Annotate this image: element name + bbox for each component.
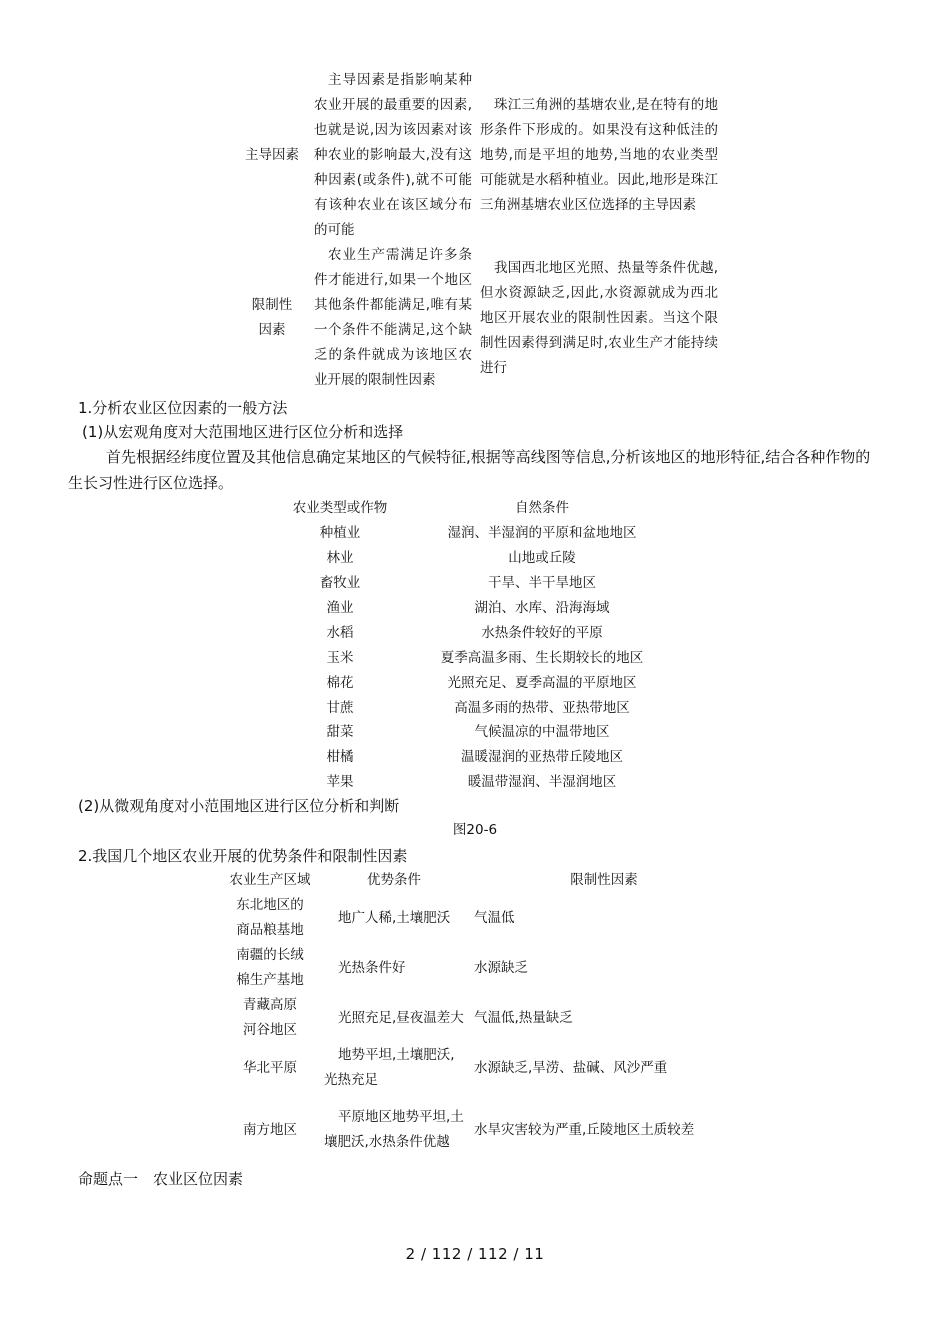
advantage-cell: 光热条件好 bbox=[338, 959, 406, 976]
natural-condition-cell: 干旱、半干旱地区 bbox=[488, 575, 596, 592]
limiting-factor-cell: 气温低 bbox=[474, 909, 515, 926]
table-row bbox=[270, 544, 674, 569]
subheading-micro: (2)从微观角度对小范围地区进行区位分析和判断 bbox=[78, 797, 400, 815]
region-name-cell bbox=[222, 1043, 318, 1093]
crop-type-cell: 水稻 bbox=[326, 624, 354, 641]
page-number: 2 / 112 / 112 / 11 bbox=[405, 1245, 545, 1263]
natural-condition-cell: 光照充足、夏季高温的平原地区 bbox=[447, 674, 637, 691]
limiting-factor-cell: 气温低,热量缺乏 bbox=[474, 1009, 573, 1026]
table-row bbox=[270, 743, 674, 768]
table-header-row bbox=[270, 494, 674, 519]
table-row bbox=[222, 993, 734, 1043]
advantage-cell: 光照充足,昼夜温差大 bbox=[338, 1009, 464, 1026]
table-row bbox=[270, 594, 674, 619]
table-row bbox=[236, 243, 718, 393]
region-name-cell bbox=[222, 893, 318, 943]
topic-heading: 命题点一 农业区位因素 bbox=[78, 1170, 244, 1188]
table-row bbox=[222, 893, 734, 943]
figure-caption: 图20-6 bbox=[452, 822, 498, 838]
region-name-line: 青藏高原 bbox=[243, 997, 297, 1013]
table-header-row bbox=[222, 868, 734, 893]
crop-type-cell: 种植业 bbox=[319, 525, 361, 542]
table-row bbox=[270, 668, 674, 693]
natural-condition-cell: 气候温凉的中温带地区 bbox=[474, 724, 610, 741]
table-row bbox=[236, 68, 718, 243]
table-row bbox=[222, 1093, 734, 1167]
limiting-factor-cell: 水源缺乏,旱涝、盐碱、风沙严重 bbox=[474, 1059, 668, 1076]
natural-condition-cell: 暖温带湿润、半湿润地区 bbox=[467, 774, 617, 791]
factor-name: 主导因素 bbox=[245, 147, 299, 163]
table-row bbox=[222, 1043, 734, 1093]
natural-condition-cell: 湿润、半湿润的平原和盆地地区 bbox=[447, 525, 637, 542]
crop-table-body bbox=[270, 519, 674, 793]
column-header: 限制性因素 bbox=[570, 872, 638, 888]
region-table-body bbox=[222, 893, 734, 1167]
natural-condition-cell: 夏季高温多雨、生长期较长的地区 bbox=[440, 649, 644, 666]
crop-type-cell: 甘蔗 bbox=[326, 699, 354, 716]
natural-condition-cell: 温暖湿润的亚热带丘陵地区 bbox=[461, 749, 623, 766]
factor-definition: 农业生产需满足许多条件才能进行,如果一个地区其他条件都能满足,唯有某一个条件不能满足,这个缺乏的条件就成为该地区农业开展的限制性因素 bbox=[314, 247, 472, 388]
paragraph-macro: 首先根据经纬度位置及其他信息确定某地区的气候特征,根据等高线图等信息,分析该地区的地形特征,结合各种作物的生长习性进行区位选择。 bbox=[68, 448, 871, 492]
advantage-cell: 平原地区地势平坦,土壤肥沃,水热条件优越 bbox=[324, 1109, 464, 1150]
region-table bbox=[222, 868, 734, 1167]
region-name-line: 南方地区 bbox=[243, 1121, 297, 1138]
advantage-cell: 地势平坦,土壤肥沃,光热充足 bbox=[324, 1047, 455, 1088]
natural-condition-cell: 高温多雨的热带、亚热带地区 bbox=[454, 699, 630, 716]
column-header: 农业类型或作物 bbox=[292, 500, 388, 517]
factors-table bbox=[236, 68, 718, 393]
section-heading-1: 1.分析农业区位因素的一般方法 bbox=[78, 399, 288, 417]
natural-condition-cell: 山地或丘陵 bbox=[508, 550, 576, 567]
crop-conditions-table bbox=[270, 494, 674, 793]
limiting-factor-cell: 水源缺乏 bbox=[474, 959, 528, 976]
factor-definition: 主导因素是指影响某种农业开展的最重要的因素,也就是说,因为该因素对该种农业的影响最大,没有这种因素(或条件),就不可能有该种农业在该区域分布的可能 bbox=[314, 72, 472, 238]
crop-type-cell: 苹果 bbox=[326, 774, 354, 791]
region-name-line: 东北地区的 bbox=[236, 897, 304, 913]
crop-type-cell: 玉米 bbox=[326, 649, 354, 666]
table-row bbox=[270, 768, 674, 793]
crop-type-cell: 畜牧业 bbox=[319, 575, 361, 592]
table-row bbox=[270, 643, 674, 668]
table-row bbox=[270, 618, 674, 643]
crop-type-cell: 棉花 bbox=[326, 674, 354, 691]
column-header: 自然条件 bbox=[515, 500, 569, 517]
column-header: 优势条件 bbox=[367, 872, 421, 888]
table-row bbox=[270, 693, 674, 718]
region-name-line: 南疆的长绒 bbox=[236, 947, 304, 963]
factor-name: 限制性因素 bbox=[251, 297, 293, 338]
natural-condition-cell: 湖泊、水库、沿海海域 bbox=[474, 600, 610, 616]
region-name-line: 河谷地区 bbox=[243, 1022, 297, 1038]
limiting-factor-cell: 水旱灾害较为严重,丘陵地区土质较差 bbox=[474, 1121, 695, 1138]
region-name-cell bbox=[222, 1093, 318, 1167]
table-row bbox=[222, 943, 734, 993]
column-header: 农业生产区域 bbox=[229, 872, 311, 888]
region-name-line: 商品粮基地 bbox=[236, 922, 304, 938]
table-row bbox=[270, 569, 674, 594]
region-name-cell bbox=[222, 943, 318, 993]
section-heading-2: 2.我国几个地区农业开展的优势条件和限制性因素 bbox=[78, 847, 408, 865]
region-name-line: 棉生产基地 bbox=[236, 972, 304, 988]
advantage-cell: 地广人稀,土壤肥沃 bbox=[338, 909, 451, 926]
factor-example: 我国西北地区光照、热量等条件优越,但水资源缺乏,因此,水资源就成为西北地区开展农业的限制性因素。当这个限制性因素得到满足时,农业生产才能持续进行 bbox=[480, 259, 718, 376]
subheading-macro: (1)从宏观角度对大范围地区进行区位分析和选择 bbox=[82, 423, 404, 441]
crop-type-cell: 柑橘 bbox=[326, 749, 354, 766]
table-row bbox=[270, 718, 674, 743]
natural-condition-cell: 水热条件较好的平原 bbox=[481, 624, 603, 641]
factor-example: 珠江三角洲的基塘农业,是在特有的地形条件下形成的。如果没有这种低洼的地势,而是平坦的地势,当地的农业类型可能就是水稻种植业。因此,地形是珠江三角洲基塘农业区位选择的主导因素 bbox=[480, 97, 718, 213]
crop-type-cell: 渔业 bbox=[326, 600, 354, 616]
crop-type-cell: 甜菜 bbox=[326, 724, 354, 741]
table-row bbox=[270, 519, 674, 544]
region-name-cell bbox=[222, 993, 318, 1043]
region-name-line: 华北平原 bbox=[243, 1059, 297, 1076]
crop-type-cell: 林业 bbox=[326, 550, 354, 567]
